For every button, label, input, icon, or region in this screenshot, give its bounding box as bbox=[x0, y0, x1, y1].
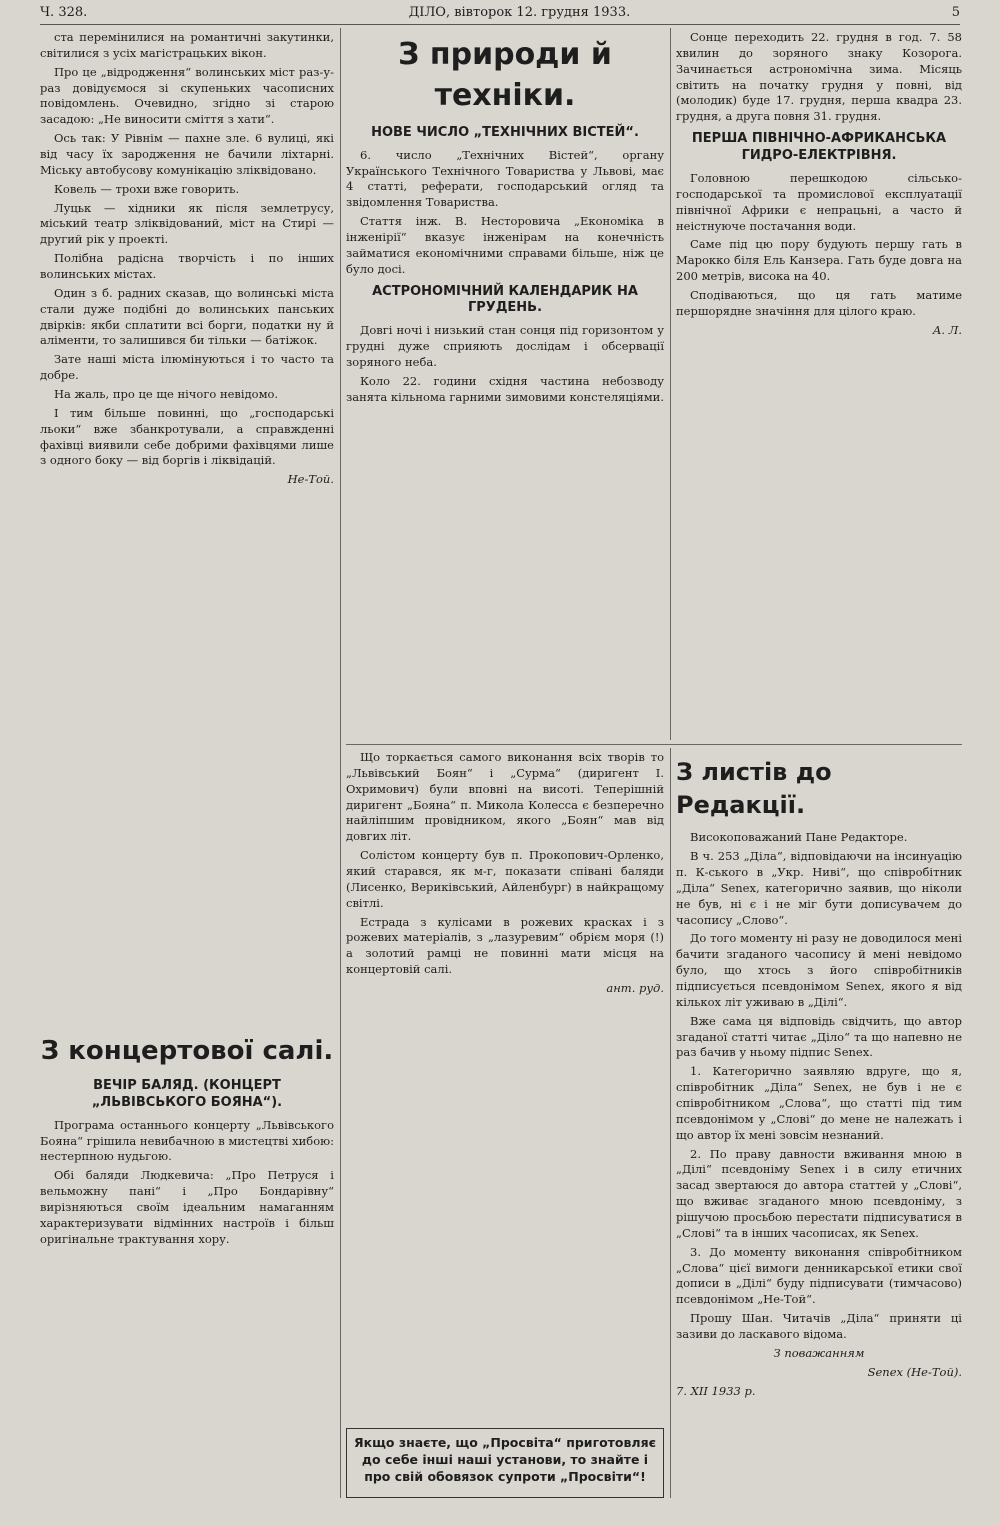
column-1-top-article bbox=[40, 30, 334, 1030]
paragraph: Програма останнього концерту „Львівського Бояна“ грішила невибачною в мистецтві хибою: нестерпною нудьгою. bbox=[40, 1117, 334, 1164]
africa-heading: ПЕРША ПІВНІЧНО-АФРИКАНСЬКА ГИДРО-ЕЛЕКТРІВНЯ. bbox=[691, 131, 947, 164]
paragraph: Ковель — трохи вже говорить. bbox=[54, 181, 240, 196]
paragraph: І тим більше повинні, що „господарські льоки“ вже збанкротували, а справжденні фахівці виявили себе добрими фахівцями лише з одного боку — від боргів і ліквідацій. bbox=[40, 405, 334, 468]
nature-heading: З природи й техніки. bbox=[398, 37, 612, 114]
paragraph: Солістом концерту був п. Прокопович-Орленко, який старався, як м-г, показати співані баляди (Лисенко, Вериківський, Айленбург) в найкращому світлі. bbox=[346, 848, 664, 910]
concert-article bbox=[40, 1030, 334, 1500]
paragraph: Вже сама ця відповідь свідчить, що автор згаданої статті читає „Діло“ та що напевно не раз бачив у ньому підпис Senex. bbox=[676, 1013, 962, 1060]
concert-heading: З концертової салі. bbox=[40, 1036, 334, 1066]
column-divider-right-top bbox=[670, 28, 671, 740]
paragraph: ста перемінилися на романтичні закутинки, світилися з усіх магістрацьких вікон. bbox=[40, 30, 334, 60]
column-divider-left bbox=[340, 28, 341, 1498]
astro-heading: АСТРОНОМІЧНИЙ КАЛЕНДАРИК НА ГРУДЕНЬ. bbox=[372, 283, 638, 316]
paragraph: 2. По праву давности вживання мною в „Ділі“ псевдоніму Senex і в силу етичних засад звертаюся до автора статтей у „Слові“, що вживає згаданого мною псевдоніму, з рішучою просьбою перестати підписуватися в „Слові“ та в інших часописах, як Senex. bbox=[676, 1146, 962, 1240]
paragraph: Естрада з кулісами в рожевих красках і з рожевих матеріалів, з „лазуревим“ обрієм моря (!) а золотий рамці не повинні мати місця на концертовій салі. bbox=[346, 914, 664, 977]
paragraph: Прошу Шан. Читачів „Діла“ приняти ці зазиви до ласкавого відома. bbox=[676, 1311, 962, 1341]
paragraph: Полібна радісна творчість і по інших волинських містах. bbox=[40, 251, 334, 282]
masthead bbox=[40, 0, 960, 25]
paragraph: Ось так: У Рівнім — пахне зле. 6 вулиці, які від часу їх зародження не бачили ліхтарні. Міську автобусову комунікацію зліквідовано. bbox=[40, 131, 334, 177]
paragraph: Обі баляди Людкевича: „Про Петруся і вельможну пані“ і „Про Бондарівну“ вирізняються своїм ідеальним намаганням характеризувати відмінних настроїв і більш оригінальне трактування хору. bbox=[40, 1168, 334, 1246]
paragraph: Стаття інж. В. Несторовича „Економіка в інженірії“ вказує інженірам на конечність займатися економічними справами більше, ніж це було досі. bbox=[346, 214, 664, 276]
page-number: Ч. 328. bbox=[40, 4, 88, 20]
prosvita-notice: Якщо знаєте, що „Просвіта“ приготовляє до себе інші наші установи, то знайте і про свій обовязок супроти „Просвіти“! bbox=[346, 1428, 664, 1498]
column-3-top bbox=[676, 30, 962, 740]
paragraph: Саме під цю пору будують першу гать в Марокко біля Ель Канзера. Гать буде довга на 200 метрів, висока на 40. bbox=[676, 237, 962, 284]
paragraph: Зате наші міста ілюмінуються і то часто та добре. bbox=[40, 352, 334, 383]
letters-signature: Senex (Не-Той). bbox=[867, 1364, 962, 1379]
paragraph: Головною перешкодою сільсько-господарської та промислової експлуатації північної Африки є непрацьні, а часто й неістнуюче постачання води. bbox=[676, 170, 962, 233]
paragraph: 1. Категорично заявляю вдруге, що я, співробітник „Діла“ Senex, не був і не є співробітником „Слова“, що статті під тим псевдонімом у „Слові“ до мене не належать і що автор їх мені зовсім незнаний. bbox=[676, 1064, 962, 1142]
paragraph: До того моменту ні разу не доводилося мені бачити згаданого часопису й мені невідомо було, що хтось з його співробітників підписується псевдонімом Senex, якого я від кількох літ уживаю в „Ділі“. bbox=[676, 931, 962, 1009]
nature-subheading: НОВЕ ЧИСЛО „ТЕХНІЧНИХ ВІСТЕЙ“. bbox=[371, 124, 639, 140]
signature: ант. руд. bbox=[606, 981, 664, 996]
letters-date: 7. XII 1933 р. bbox=[676, 1383, 756, 1398]
letters-heading: З листів до Редакції. bbox=[676, 758, 832, 820]
paragraph: Про це „відродження“ волинських міст раз-у-раз довідуємося зі скупеньких часописних повідомлень. Очевидно, згідно зі старою засадою: „Не виносити сміття з хати“. bbox=[40, 64, 334, 127]
paragraph: Один з б. радних сказав, що волинські міста стали дуже подібні до волинських панських двірків: якби сплатити всі борги, податки ну й аліменти, то залишився би тільки — батіжок. bbox=[40, 285, 334, 348]
paragraph: Луцьк — хідники як після землетрусу, міський театр зліквідований, міст на Стирі — другий рік у проекті. bbox=[40, 200, 334, 247]
paragraph: Коло 22. години східня частина небозводу занята кільнома гарними зимовими констеляціями. bbox=[346, 373, 664, 404]
concert-subheading: ВЕЧІР БАЛЯД. (КОНЦЕРТ „ЛЬВІВСЬКОГО БОЯНА“). bbox=[91, 1077, 283, 1110]
nature-technology-article bbox=[346, 30, 664, 740]
concert-article-continued bbox=[346, 750, 664, 1420]
letters-article bbox=[676, 752, 962, 1497]
paragraph: 6. число „Технічних Вістей“, органу Українського Технічного Товариства у Львові, має 4 статті, реферати, господарський огляд та звідомлення Товариства. bbox=[346, 147, 664, 210]
signature: А. Л. bbox=[932, 322, 962, 337]
paragraph: На жаль, про це ще нічого невідомо. bbox=[54, 387, 279, 402]
paragraph: Довгі ночі і низький стан сонця під горизонтом у грудні дуже сприяють дослідам і обсервації зоряного неба. bbox=[346, 323, 664, 370]
masthead-date: ДІЛО, вівторок 12. грудня 1933. bbox=[408, 4, 631, 20]
paragraph: В ч. 253 „Діла“, відповідаючи на інсинуацію п. К-ського в „Укр. Ниві“, що співробітник „Діла“ Senex, категорично заявив, що ніколи не був, ні є і не міг бути дописувачем до часопису „Слово“. bbox=[676, 849, 962, 927]
paragraph: Сонце переходить 22. грудня в год. 7. 58 хвилин до зоряного знаку Козорога. Зачинається астрономічна зима. Місяць світить на початку грудня у повні, від (молодик) буде 17. грудня, перша квадра 23. грудня, а друга повня 31. грудня. bbox=[676, 30, 962, 124]
signature: Не-Той. bbox=[287, 472, 334, 487]
letters-closing: З поважанням bbox=[773, 1345, 865, 1360]
letters-greeting: Високоповажаний Пане Редакторе. bbox=[690, 830, 908, 845]
paragraph: 3. До моменту виконання співробітником „Слова“ цієї вимоги денникарської етики свої дописи в „Ділі“ буду підписувати (тимчасово) псевдонімом „Не-Той“. bbox=[676, 1244, 962, 1307]
paragraph: Сподіваються, що ця гать матиме першорядне значіння для цілого краю. bbox=[676, 287, 962, 318]
masthead-right-number: 5 bbox=[951, 4, 960, 20]
column-divider-right-bottom bbox=[670, 748, 671, 1498]
paragraph: Що торкається самого виконання всіх творів то „Львівський Боян“ і „Сурма“ (диригент І. Охримович) були вповні на висоті. Теперішній диригент „Бояна“ п. Микола Колесса є безперечно найліпшим провідником, якого „Боян“ мав від довгих літ. bbox=[346, 750, 664, 844]
section-divider bbox=[346, 744, 962, 745]
